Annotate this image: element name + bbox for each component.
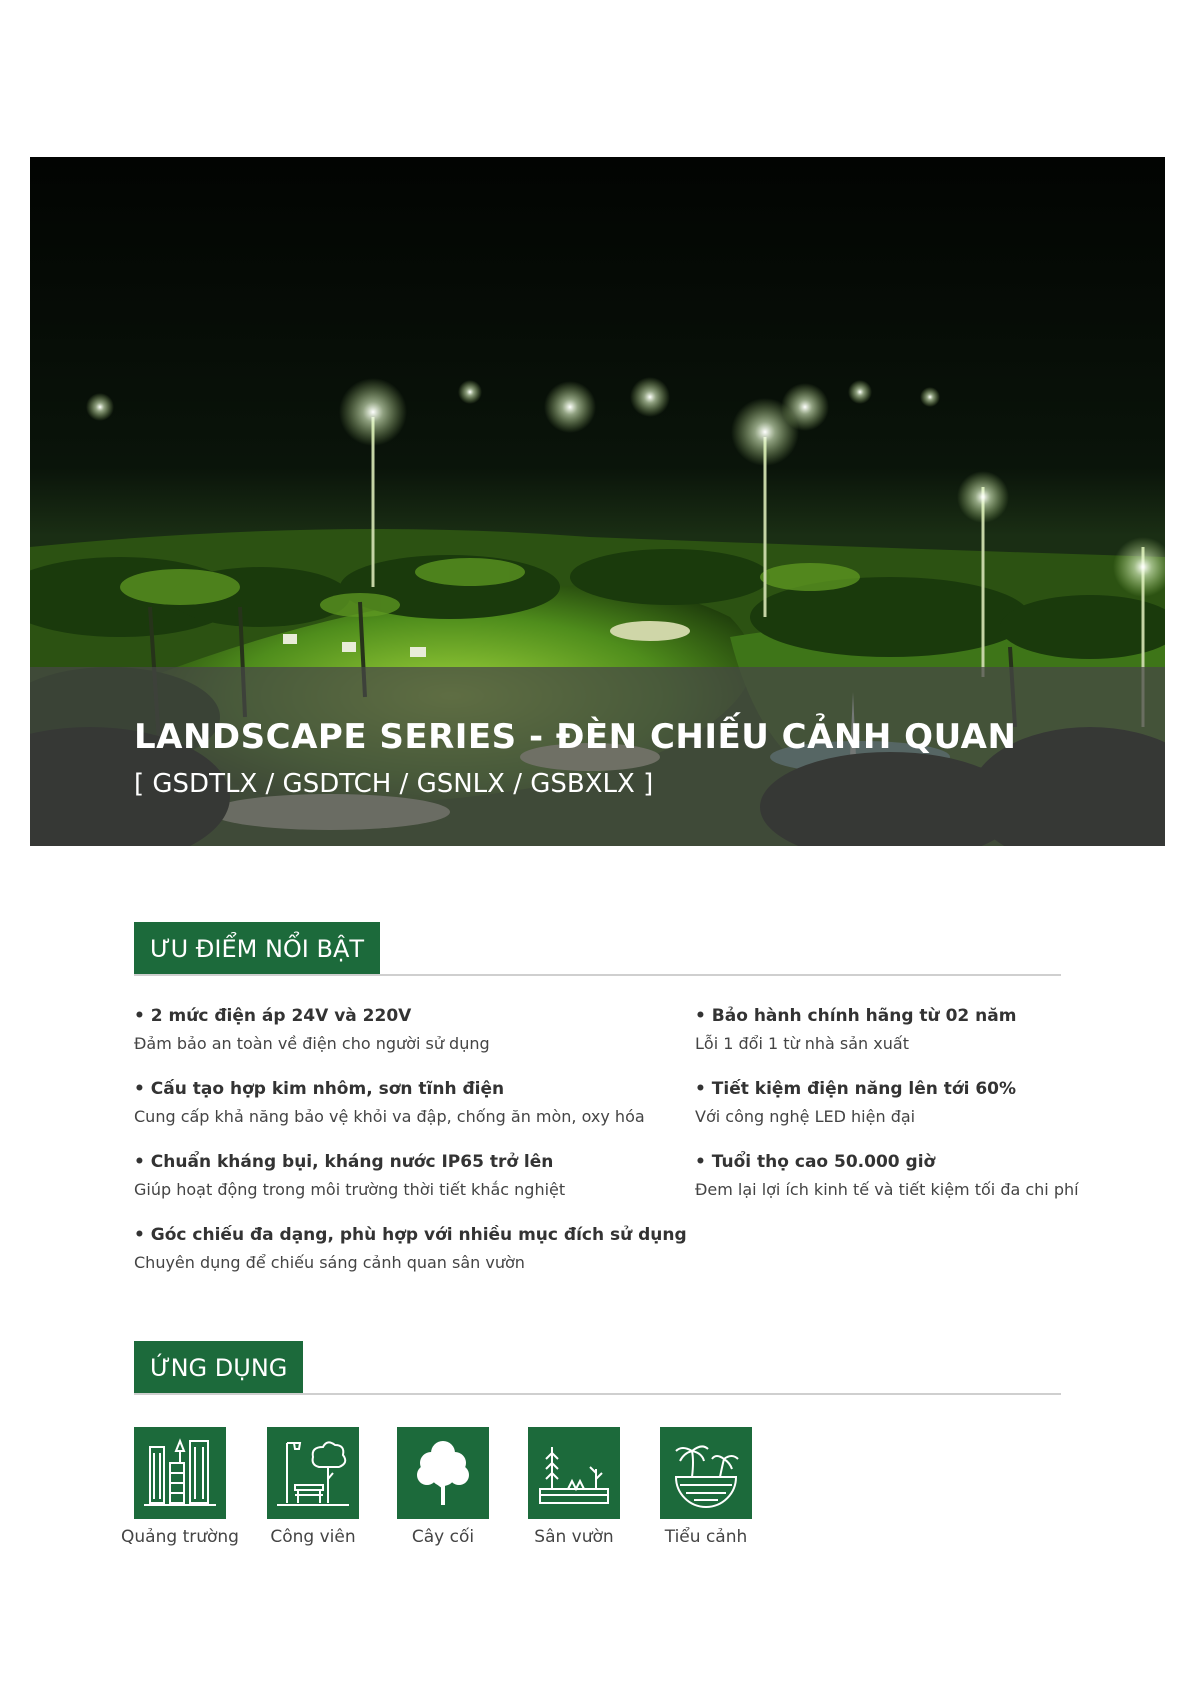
feature-title: • Cấu tạo hợp kim nhôm, sơn tĩnh điện — [134, 1079, 654, 1099]
application-label: Tiểu cảnh — [664, 1527, 748, 1547]
feature-desc: Đảm bảo an toàn về điện cho người sử dụng — [134, 1034, 490, 1053]
feature-desc: Với công nghệ LED hiện đại — [695, 1107, 916, 1126]
feature-title: • Chuẩn kháng bụi, kháng nước IP65 trở lên — [134, 1152, 654, 1172]
feature-item — [134, 1079, 654, 1126]
tree-icon — [397, 1427, 489, 1519]
application-label: Sân vườn — [534, 1527, 614, 1547]
hero-subtitle: [ GSDTLX / GSDTCH / GSNLX / GSBXLX ] — [134, 769, 654, 799]
feature-item — [134, 1152, 654, 1199]
feature-desc: Lỗi 1 đổi 1 từ nhà sản xuất — [695, 1034, 909, 1053]
application-item-garden — [504, 1427, 644, 1547]
park-icon — [267, 1427, 359, 1519]
feature-item — [134, 1006, 654, 1053]
advantages-section-header — [134, 922, 1061, 976]
feature-desc: Cung cấp khả năng bảo vệ khỏi va đập, chống ăn mòn, oxy hóa — [134, 1107, 645, 1126]
section-divider — [134, 1393, 1061, 1395]
application-item-trees — [373, 1427, 513, 1547]
feature-item — [695, 1006, 1190, 1053]
application-label: Cây cối — [411, 1527, 475, 1547]
landscape-icon — [660, 1427, 752, 1519]
application-item-plaza — [110, 1427, 250, 1547]
application-label: Công viên — [270, 1527, 356, 1547]
section-divider — [134, 974, 1061, 976]
feature-desc: Đem lại lợi ích kinh tế và tiết kiệm tối đa chi phí — [695, 1180, 1079, 1199]
feature-item — [134, 1225, 687, 1272]
application-label: Quảng trường — [121, 1527, 239, 1547]
feature-title: • Tiết kiệm điện năng lên tới 60% — [695, 1079, 1190, 1099]
feature-title: • Góc chiếu đa dạng, phù hợp với nhiều mục đích sử dụng — [134, 1225, 654, 1245]
application-item-park — [243, 1427, 383, 1547]
feature-title: • Tuổi thọ cao 50.000 giờ — [695, 1152, 1190, 1172]
applications-section-header — [134, 1341, 1061, 1395]
feature-title: • Bảo hành chính hãng từ 02 năm — [695, 1006, 1190, 1026]
hero-banner — [30, 157, 1165, 846]
feature-desc: Giúp hoạt động trong môi trường thời tiết khắc nghiệt — [134, 1180, 566, 1199]
advantages-heading: ƯU ĐIỂM NỔI BẬT — [134, 922, 380, 976]
feature-desc: Chuyên dụng để chiếu sáng cảnh quan sân vườn — [134, 1253, 525, 1272]
hero-title: LANDSCAPE SERIES - ĐÈN CHIẾU CẢNH QUAN — [134, 717, 1017, 757]
feature-item — [695, 1079, 1190, 1126]
garden-icon — [528, 1427, 620, 1519]
feature-item — [695, 1152, 1190, 1199]
application-item-landscape — [636, 1427, 776, 1547]
plaza-icon — [134, 1427, 226, 1519]
applications-heading: ỨNG DỤNG — [134, 1341, 303, 1395]
feature-title: • 2 mức điện áp 24V và 220V — [134, 1006, 654, 1026]
